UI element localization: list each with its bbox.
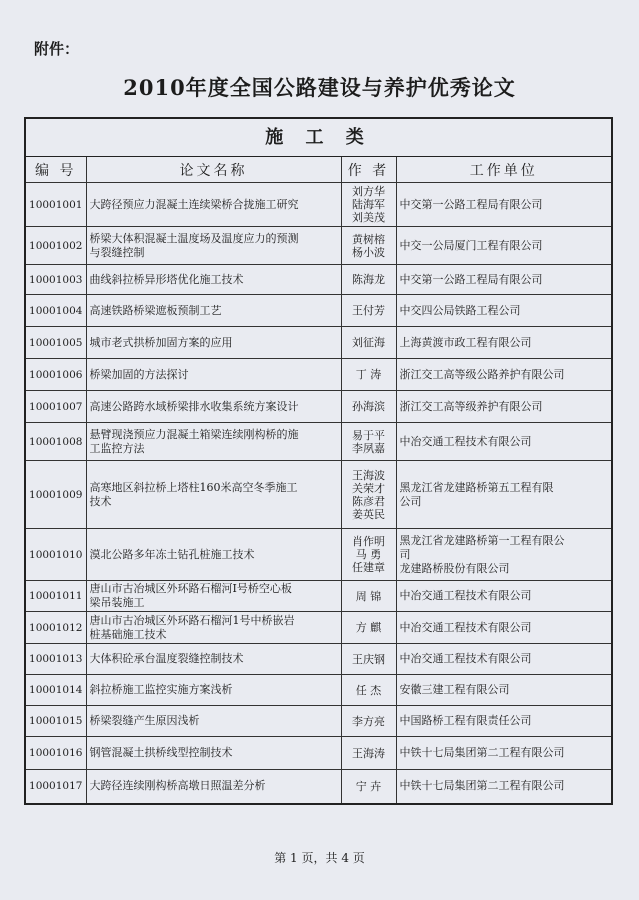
paper-authors-line: 王海波 — [352, 468, 385, 482]
work-unit-line: 中交第一公路工程局有限公司 — [399, 272, 543, 286]
paper-code: 10001015 — [26, 706, 86, 737]
paper-title — [86, 265, 341, 295]
work-unit — [396, 529, 611, 581]
paper-authors — [341, 644, 396, 675]
table-row — [26, 706, 611, 737]
paper-title-line: 斜拉桥施工监控实施方案浅析 — [89, 683, 233, 696]
work-unit — [396, 327, 611, 359]
table-row — [26, 423, 611, 461]
work-unit-line: 黑龙江省龙建路桥第五工程有限 — [399, 480, 554, 494]
paper-authors-line: 任建章 — [352, 561, 385, 574]
work-unit — [396, 183, 611, 227]
paper-title-line: 桩基础施工技术 — [89, 627, 167, 641]
paper-authors-line: 李方亮 — [352, 714, 385, 728]
header-author: 作 者 — [341, 157, 396, 183]
work-unit-line: 公司 — [399, 494, 422, 508]
table-row — [26, 295, 611, 327]
header-paper: 论文名称 — [86, 157, 341, 183]
work-unit — [396, 359, 611, 391]
paper-code: 10001010 — [26, 529, 86, 581]
work-unit-line: 中铁十七局集团第二工程有限公司 — [399, 746, 565, 759]
work-unit — [396, 644, 611, 675]
work-unit-line: 黑龙江省龙建路桥第一工程有限公 — [399, 533, 565, 547]
work-unit-line: 中国路桥工程有限责任公司 — [399, 714, 532, 727]
paper-authors — [341, 581, 396, 612]
document-title: 2010年度全国公路建设与养护优秀论文 — [123, 75, 516, 100]
work-unit-line: 浙江交工高等级公路养护有限公司 — [399, 367, 565, 381]
paper-title-line: 悬臂现浇预应力混凝土箱梁连续刚构桥的施 — [89, 427, 299, 441]
paper-authors — [341, 737, 396, 770]
table-row — [26, 391, 611, 423]
paper-title-line: 技术 — [89, 494, 112, 508]
paper-authors-line: 杨小波 — [352, 245, 385, 259]
paper-code: 10001011 — [26, 581, 86, 612]
paper-title-line: 工监控方法 — [89, 441, 145, 455]
paper-title — [86, 423, 341, 461]
work-unit-line: 中交四公局铁路工程公司 — [399, 303, 521, 317]
paper-title-line: 桥梁加固的方法探讨 — [89, 367, 189, 381]
paper-authors — [341, 529, 396, 581]
table-row — [26, 227, 611, 265]
attachment-label: 附件： — [34, 40, 80, 58]
work-unit-line: 中冶交通工程技术有限公司 — [399, 589, 532, 602]
paper-title — [86, 227, 341, 265]
work-unit-line: 安徽三建工程有限公司 — [399, 683, 510, 696]
table-row — [26, 183, 611, 227]
work-unit-line: 中冶交通工程技术有限公司 — [399, 434, 532, 448]
table-row — [26, 581, 611, 612]
paper-title-line: 唐山市古冶城区外环路石榴河Ⅰ号桥空心板 — [89, 582, 292, 595]
paper-authors-line: 周 锦 — [355, 589, 382, 603]
table-row — [26, 675, 611, 706]
table-row — [26, 529, 611, 581]
table-row — [26, 359, 611, 391]
paper-title-line: 大跨径预应力混凝土连续梁桥合拢施工研究 — [89, 197, 299, 211]
paper-title-line: 漠北公路多年冻土钻孔桩施工技术 — [89, 547, 255, 561]
paper-authors-line: 孙海滨 — [352, 400, 385, 413]
paper-title — [86, 675, 341, 706]
paper-title-line: 大跨径连续刚构桥高墩日照温差分析 — [89, 779, 266, 793]
paper-code: 10001004 — [26, 295, 86, 327]
header-code: 编 号 — [26, 157, 86, 183]
work-unit — [396, 461, 611, 529]
work-unit — [396, 227, 611, 265]
paper-title-line: 高速公路跨水域桥梁排水收集系统方案设计 — [89, 399, 299, 413]
work-unit — [396, 423, 611, 461]
paper-title-line: 大体积砼承台温度裂缝控制技术 — [89, 652, 244, 665]
paper-authors — [341, 770, 396, 803]
paper-authors — [341, 675, 396, 706]
paper-title-line: 与裂缝控制 — [89, 245, 145, 259]
paper-title — [86, 327, 341, 359]
work-unit — [396, 391, 611, 423]
paper-authors-line: 姜英民 — [352, 507, 385, 521]
paper-authors-line: 陈海龙 — [352, 273, 385, 286]
work-unit — [396, 265, 611, 295]
work-unit-line: 龙建路桥股份有限公司 — [399, 561, 510, 575]
paper-code: 10001008 — [26, 423, 86, 461]
paper-title — [86, 737, 341, 770]
paper-authors-line: 王海涛 — [352, 746, 385, 760]
table-row — [26, 612, 611, 644]
paper-code: 10001013 — [26, 644, 86, 675]
work-unit-line: 中交一公局厦门工程有限公司 — [399, 238, 543, 252]
paper-authors-line: 丁 涛 — [355, 368, 382, 381]
table-row — [26, 737, 611, 770]
paper-title — [86, 391, 341, 423]
paper-authors-line: 陈彦君 — [352, 494, 385, 508]
award-table-sheet — [24, 117, 613, 805]
work-unit-line: 中交第一公路工程局有限公司 — [399, 197, 543, 211]
paper-authors-line: 任 杰 — [355, 683, 382, 697]
table-row — [26, 327, 611, 359]
paper-title-line: 钢管混凝土拱桥线型控制技术 — [89, 746, 233, 759]
paper-authors — [341, 706, 396, 737]
paper-title — [86, 529, 341, 581]
paper-code: 10001016 — [26, 737, 86, 770]
table-row — [26, 265, 611, 295]
work-unit — [396, 737, 611, 770]
paper-authors-line: 刘美茂 — [352, 211, 385, 224]
paper-code: 10001009 — [26, 461, 86, 529]
work-unit-line: 司 — [399, 547, 411, 561]
work-unit — [396, 581, 611, 612]
paper-title — [86, 295, 341, 327]
paper-authors-line: 黄树榕 — [352, 232, 385, 246]
paper-title-line: 唐山市古冶城区外环路石榴河1号中桥嵌岩 — [89, 613, 295, 627]
paper-title — [86, 581, 341, 612]
paper-title — [86, 183, 341, 227]
paper-title-line: 高速铁路桥梁遮板预制工艺 — [89, 303, 222, 317]
paper-title — [86, 706, 341, 737]
work-unit-line: 浙江交工高等级养护有限公司 — [399, 399, 543, 413]
paper-title — [86, 644, 341, 675]
paper-code: 10001017 — [26, 770, 86, 803]
table-row — [26, 644, 611, 675]
work-unit — [396, 706, 611, 737]
paper-authors-line: 刘征海 — [352, 336, 385, 349]
paper-authors-line: 陆海军 — [352, 198, 385, 211]
paper-authors-line: 马 勇 — [355, 548, 382, 561]
work-unit-line: 上海黄渡市政工程有限公司 — [399, 335, 532, 349]
table-row — [26, 461, 611, 529]
paper-code: 10001002 — [26, 227, 86, 265]
award-table — [26, 157, 611, 803]
paper-title — [86, 770, 341, 803]
paper-authors-line: 王庆钢 — [352, 652, 385, 666]
paper-authors — [341, 391, 396, 423]
paper-authors — [341, 295, 396, 327]
paper-code: 10001006 — [26, 359, 86, 391]
paper-authors-line: 宁 卉 — [355, 779, 382, 793]
paper-title-line: 梁吊装施工 — [89, 596, 145, 609]
category-title: 施 工 类 — [26, 119, 611, 157]
paper-authors — [341, 265, 396, 295]
paper-authors-line: 关荣才 — [352, 481, 385, 495]
work-unit — [396, 675, 611, 706]
paper-title-line: 曲线斜拉桥异形塔优化施工技术 — [89, 272, 244, 286]
paper-authors — [341, 461, 396, 529]
paper-code: 10001014 — [26, 675, 86, 706]
paper-authors-line: 李夙嘉 — [352, 441, 385, 455]
work-unit — [396, 295, 611, 327]
paper-title-line: 城市老式拱桥加固方案的应用 — [89, 335, 233, 349]
paper-authors — [341, 423, 396, 461]
work-unit-line: 中铁十七局集团第二工程有限公司 — [399, 779, 565, 793]
paper-title-line: 桥梁裂缝产生原因浅析 — [89, 714, 200, 727]
work-unit-line: 中冶交通工程技术有限公司 — [399, 652, 532, 665]
table-header-row — [26, 157, 611, 183]
paper-authors — [341, 327, 396, 359]
paper-authors-line: 王付芳 — [352, 304, 385, 317]
work-unit — [396, 612, 611, 644]
paper-code: 10001007 — [26, 391, 86, 423]
paper-authors-line: 易于平 — [352, 428, 385, 442]
paper-title-line: 桥梁大体积混凝土温度场及温度应力的预测 — [89, 231, 299, 245]
paper-title-line: 高寒地区斜拉桥上塔柱160米高空冬季施工 — [89, 480, 298, 494]
paper-code: 10001003 — [26, 265, 86, 295]
paper-code: 10001001 — [26, 183, 86, 227]
paper-authors — [341, 183, 396, 227]
paper-authors — [341, 227, 396, 265]
paper-code: 10001005 — [26, 327, 86, 359]
paper-title — [86, 359, 341, 391]
paper-authors — [341, 359, 396, 391]
paper-title — [86, 612, 341, 644]
paper-code: 10001012 — [26, 612, 86, 644]
page-footer: 第 1 页，共 4 页 — [274, 851, 365, 865]
table-row — [26, 770, 611, 803]
paper-authors-line: 刘方华 — [352, 185, 385, 198]
paper-authors-line: 方 麒 — [355, 621, 382, 634]
header-unit: 工作单位 — [396, 157, 611, 183]
table-body — [26, 183, 611, 803]
paper-authors-line: 肖作明 — [352, 535, 385, 548]
paper-authors — [341, 612, 396, 644]
work-unit — [396, 770, 611, 803]
paper-title — [86, 461, 341, 529]
work-unit-line: 中冶交通工程技术有限公司 — [399, 620, 532, 634]
